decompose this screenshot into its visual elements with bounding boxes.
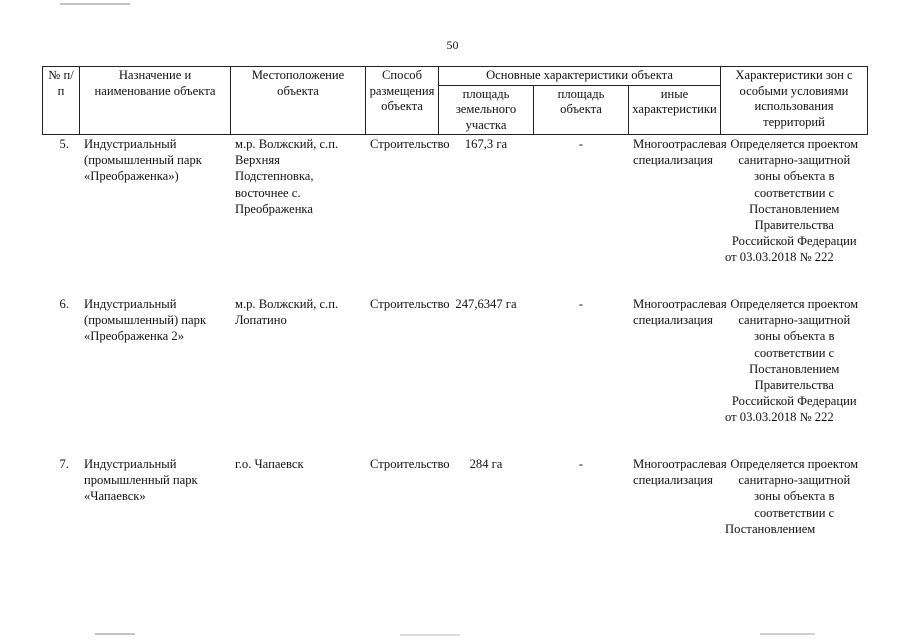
row-zone: Определяется проектом санитарно-защитной зоны объекта в соответствии с Постановлением <box>725 457 859 536</box>
header-main-characteristics: Основные характеристики объекта <box>439 67 721 86</box>
row-object-area: - <box>578 457 584 471</box>
header-name: Назначение и наименование объекта <box>80 67 231 135</box>
row-object-area: - <box>578 297 584 311</box>
header-land-area: площадь земельного участка <box>439 85 534 135</box>
row-location: г.о. Чапаевск <box>235 457 304 471</box>
row-land-area: 167,3 га <box>464 137 508 151</box>
row-land-area: 284 га <box>469 457 503 471</box>
scan-artifact-bottom-right <box>760 633 815 635</box>
row-name: Индустриальный (промышленный) парк «Преображенка 2» <box>84 297 207 344</box>
header-method: Способ размещения объекта <box>366 67 439 135</box>
row-other: Многоотраслевая специализация <box>633 457 727 488</box>
row-method: Строительство <box>370 297 450 311</box>
header-zone-characteristics: Характеристики зон с особыми условиями использования территорий <box>721 67 868 135</box>
row-method: Строительство <box>370 457 450 471</box>
row-zone: Определяется проектом санитарно-защитной зоны объекта в соответствии с Постановлением Правительства Российской Федерации от 03.03.2018 № 222 <box>725 137 859 265</box>
row-method: Строительство <box>370 137 450 151</box>
table-row <box>43 455 868 615</box>
row-name: Индустриальный (промышленный парк «Преображенка») <box>84 137 202 184</box>
scan-artifact-top <box>60 3 130 5</box>
row-land-area: 247,6347 га <box>455 297 517 311</box>
scan-artifact-bottom-mid <box>400 634 460 636</box>
table-row <box>43 295 868 455</box>
header-num: № п/п <box>43 67 80 135</box>
row-num: 7. <box>59 457 69 471</box>
row-object-area: - <box>578 137 584 151</box>
header-other-characteristics: иные характеристики <box>629 85 721 135</box>
objects-table <box>42 66 868 615</box>
row-num: 5. <box>59 137 69 151</box>
table-row <box>43 135 868 296</box>
row-name: Индустриальный промышленный парк «Чапаевск» <box>84 457 198 504</box>
row-location: м.р. Волжский, с.п. Верхняя Подстепновка, восточнее с. Преображенка <box>235 137 339 216</box>
header-object-area: площадь объекта <box>534 85 629 135</box>
row-other: Многоотраслевая специализация <box>633 297 727 328</box>
row-num: 6. <box>59 297 69 311</box>
row-other: Многоотраслевая специализация <box>633 137 727 168</box>
header-location: Местоположение объекта <box>231 67 366 135</box>
row-zone: Определяется проектом санитарно-защитной зоны объекта в соответствии с Постановлением Правительства Российской Федерации от 03.03.2018 № 222 <box>725 297 859 425</box>
table-header-row <box>43 67 868 86</box>
scan-artifact-bottom-left <box>95 633 135 635</box>
row-location: м.р. Волжский, с.п. Лопатино <box>235 297 339 328</box>
page-number: 50 <box>446 38 459 52</box>
